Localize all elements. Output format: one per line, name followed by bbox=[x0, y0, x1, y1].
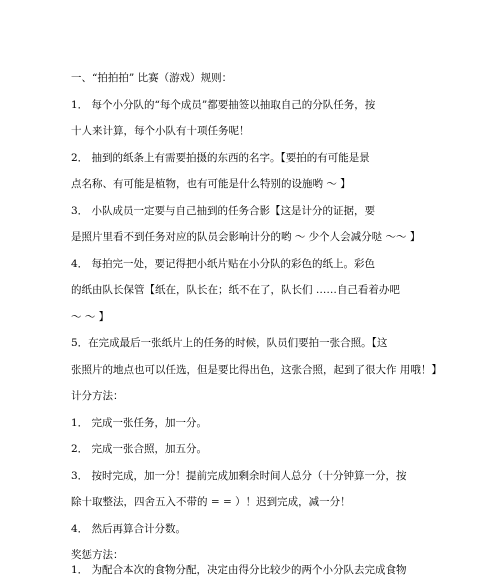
section-title-scoring: 计分方法： bbox=[71, 390, 124, 402]
rule-4-line-2: 的纸由队长保管【纸在，队长在；纸不在了，队长们 ……自己看着办吧 bbox=[71, 284, 400, 296]
rule-2-line-2: 点名称、有可能是植物，也有可能是什么特别的设施哟 ～ 】 bbox=[71, 178, 351, 190]
rule-2-line-1: 2． 抽到的纸条上有需要拍摄的东西的名字。【要拍的有可能是景 bbox=[71, 152, 370, 164]
section-title-rules: 一、“拍拍拍” 比赛（游戏）规则： bbox=[71, 72, 233, 84]
section-title-rewards: 奖惩方法： bbox=[71, 549, 124, 561]
rule-3-line-1: 3． 小队成员一定要与自己抽到的任务合影【这是计分的证据，要 bbox=[71, 205, 376, 217]
rule-4-line-3: ～ ～ 】 bbox=[71, 311, 110, 323]
rule-3-line-2: 是照片里看不到任务对应的队员会影响计分的哟 ～ 少个人会减分哒 ～～ 】 bbox=[71, 231, 421, 243]
rule-4-line-1: 4． 每拍完一处，要记得把小纸片贴在小分队的彩色的纸上。彩色 bbox=[71, 258, 376, 270]
rule-1-line-1: 1． 每个小分队的“每个成员”都要抽签以抽取自己的分队任务，按 bbox=[71, 99, 376, 111]
rewards-item-1: 1． 为配合本次的食物分配，决定由得分比较少的两个小分队去完成食物 bbox=[71, 564, 407, 576]
scoring-item-3-line-1: 3． 按时完成，加一分！提前完成加剩余时间人总分（十分钟算一分，按 bbox=[71, 470, 407, 482]
rule-5-line-1: 5．在完成最后一张纸片上的任务的时候，队员们要拍一张合照。【这 bbox=[71, 337, 388, 349]
scoring-item-2: 2． 完成一张合照，加五分。 bbox=[71, 443, 208, 455]
scoring-item-3-line-2: 除十取整法，四舍五入不带的 = = ）！迟到完成，减一分！ bbox=[71, 496, 351, 508]
scoring-item-1: 1． 完成一张任务，加一分。 bbox=[71, 417, 208, 429]
rule-5-line-2: 张照片的地点也可以任选，但是要比得出色，这张合照，起到了很大作 用哦！】 bbox=[71, 364, 442, 376]
rule-1-line-2: 十人来计算，每个小队有十项任务呢！ bbox=[71, 125, 250, 137]
scoring-item-4: 4． 然后再算合计分数。 bbox=[71, 523, 187, 535]
